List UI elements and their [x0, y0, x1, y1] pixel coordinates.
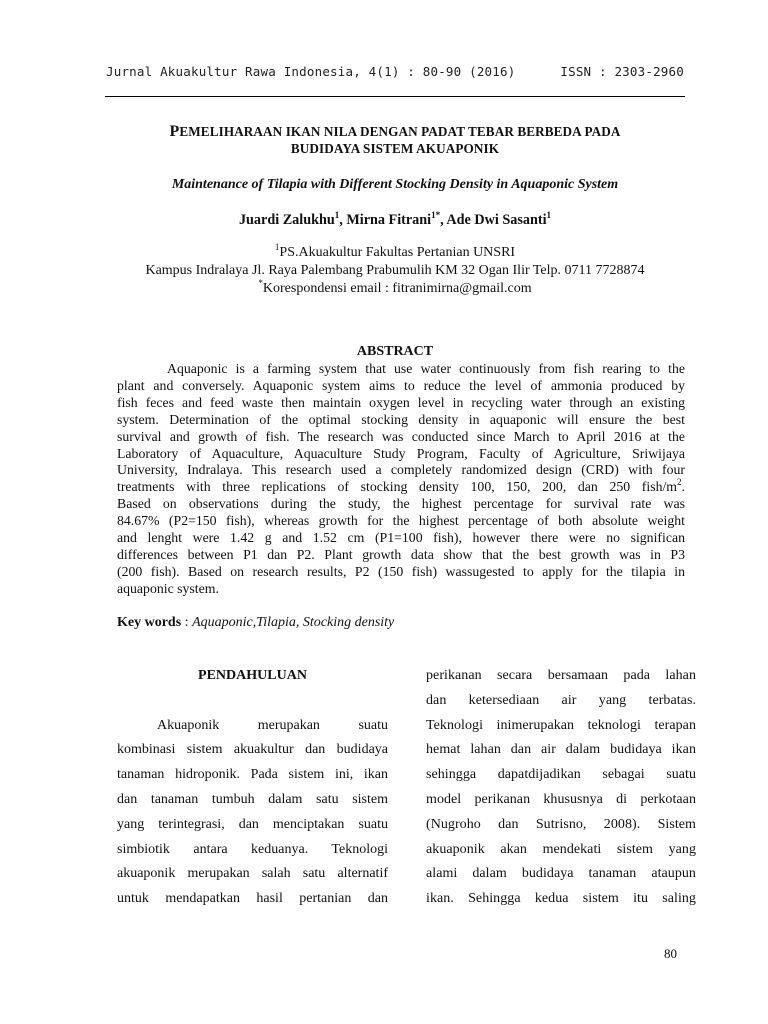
keywords — [117, 615, 685, 631]
left-column — [117, 664, 388, 912]
abstract-line: differences between P1 dan P2. Plant growth data show that the best growth was in P3 — [117, 546, 685, 562]
author-2-affil: 1* — [431, 210, 441, 220]
body-line: simbiotik antara keduanya. Teknologi — [117, 841, 388, 857]
title-line-2: BUDIDAYA SISTEM AKUAPONIK — [290, 141, 500, 156]
affiliation-line-3 — [100, 280, 690, 298]
correspondence-marker: * — [258, 278, 263, 288]
author-3: , Ade Dwi Sasanti — [440, 212, 547, 228]
paper-title — [90, 123, 700, 157]
body-line: akuaponik akan mendekati sistem yang — [426, 841, 696, 857]
abstract-line: system. Determination of the optimal stocking density in aquaponic will ensure the best — [117, 411, 685, 427]
abstract-period: . — [681, 479, 685, 495]
title-line-1-rest: EMELIHARAAN IKAN NILA DENGAN PADAT TEBAR BERBEDA PADA — [179, 124, 621, 139]
english-title: Maintenance of Tilapia with Different Stocking Density in Aquaponic System — [171, 177, 619, 192]
author-list — [90, 211, 700, 229]
affiliation-institution: PS.Akuakultur Fakultas Pertanian UNSRI — [279, 245, 516, 260]
journal-citation: Jurnal Akuakultur Rawa Indonesia, 4(1) : 80-90 (2016) — [106, 64, 516, 79]
body-line: ikan. Sehingga kedua sistem itu saling — [426, 891, 696, 907]
body-line: kombinasi sistem akuakultur dan budidaya — [117, 742, 388, 758]
body-line: Teknologi inimerupakan teknologi terapan — [426, 717, 696, 733]
issn: ISSN : 2303-2960 — [560, 64, 684, 79]
keywords-separator: : — [181, 615, 193, 630]
body-line: sehingga dapatdijadikan sebagai suatu — [426, 767, 696, 783]
body-line: tanaman hidroponik. Pada sistem ini, ikan — [117, 767, 388, 783]
abstract-line: plant and conversely. Aquaponic system aims to reduce the level of ammonia produced by — [117, 377, 685, 393]
column-spacer — [117, 689, 388, 714]
correspondence-email: Korespondensi email : fitranimirna@gmail.com — [262, 281, 532, 296]
body-line: perikanan secara bersamaan pada lahan — [426, 668, 696, 683]
body-line: (Nugroho dan Sutrisno, 2008). Sistem — [426, 816, 696, 832]
body-line: hemat lahan dan air dalam budidaya ikan — [426, 742, 696, 758]
author-3-affil: 1 — [546, 210, 552, 220]
abstract-body — [117, 361, 685, 598]
body-line: alami dalam budidaya tanaman ataupun — [426, 866, 696, 882]
abstract-line: Aquaponic is a farming system that use water continuously from fish rearing to the — [167, 361, 685, 376]
abstract-line-text: treatments with three replications of stocking density 100, 150, 200, dan 250 fish/m — [117, 479, 678, 495]
author-1: Juardi Zalukhu — [238, 212, 335, 228]
title-initial: P — [169, 123, 180, 140]
abstract-line: Based on observations during the study, the highest percentage for survival rate was — [117, 496, 685, 512]
abstract-heading: ABSTRACT — [356, 344, 434, 359]
abstract-line-with-unit — [117, 479, 685, 496]
body-line: untuk mendapatkan hasil pertanian dan — [117, 891, 388, 907]
superscript-squared: 2 — [677, 477, 682, 488]
affiliation-line-1 — [100, 244, 690, 262]
abstract-line: 84.67% (P2=150 fish), whereas growth for the highest percentage of both absolute weight — [117, 513, 685, 529]
title-line-1 — [90, 123, 700, 140]
right-column — [426, 664, 696, 912]
body-line: Akuaponik merupakan suatu — [157, 717, 388, 733]
abstract-line: (200 fish). Based on research results, P2 (150 fish) wassugested to apply for the tilapia in — [117, 563, 685, 579]
body-line: yang terintegrasi, dan menciptakan suatu — [117, 816, 388, 832]
body-line: akuaponik merupakan salah satu alternatif — [117, 866, 388, 882]
author-2: , Mirna Fitrani — [339, 212, 432, 228]
page-number: 80 — [664, 946, 677, 961]
keywords-label: Key words — [117, 615, 182, 630]
header-rule — [105, 96, 685, 97]
author-1-affil: 1 — [334, 210, 340, 220]
abstract-line: University, Indralaya. This research used a completely randomized design (CRD) with four — [117, 462, 685, 478]
affiliation-line-2: Kampus Indralaya Jl. Raya Palembang Prabumulih KM 32 Ogan Ilir Telp. 0711 7728874 — [145, 263, 645, 278]
keywords-value: Aquaponic,Tilapia, Stocking density — [192, 615, 395, 630]
body-line: model perikanan khususnya di perkotaan — [426, 791, 696, 807]
affiliation-marker: 1 — [274, 242, 280, 252]
body-line: dan ketersediaan air yang terbatas. — [426, 692, 696, 708]
abstract-line: and lenght were 1.42 g and 1.52 cm (P1=100 fish), however there were no significan — [117, 530, 685, 546]
section-heading: PENDAHULUAN — [198, 668, 307, 683]
abstract-line: survival and growth of fish. The research was conducted since March to April 2016 at the — [117, 428, 685, 444]
abstract-line: fish feces and feed waste then maintain oxygen level in recycling water through an existing — [117, 394, 685, 410]
running-head — [106, 64, 684, 84]
body-line: dan tanaman tumbuh dalam satu sistem — [117, 791, 388, 807]
abstract-line: Laboratory of Aquaculture, Aquaculture Study Program, Faculty of Agriculture, Sriwijaya — [117, 445, 685, 461]
affiliation-block — [100, 244, 690, 298]
abstract-line: aquaponic system. — [117, 580, 219, 596]
